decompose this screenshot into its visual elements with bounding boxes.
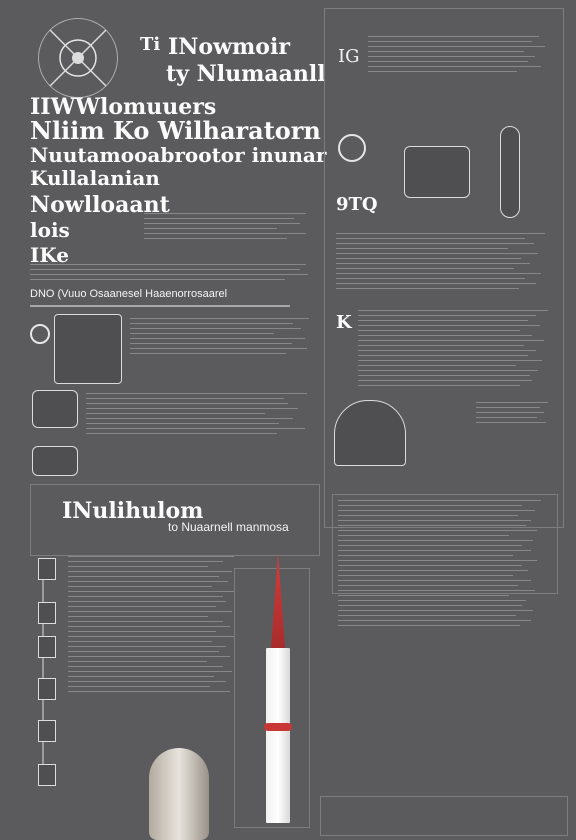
section-2-title: INulihulom: [62, 498, 204, 524]
heading-3: Nuutamooabrootor inunar: [30, 143, 327, 167]
intro-text-block: [144, 213, 314, 243]
heading-6: lois: [30, 218, 70, 242]
rocket-tower-illustration: [500, 126, 520, 218]
vertical-divider: [42, 568, 44, 778]
left-column: [14, 8, 327, 828]
heading-2: Nliim Ko Wilharatorn: [30, 116, 321, 145]
right-side-notes: [476, 402, 556, 427]
rocket-illustration: [264, 553, 292, 828]
heading-7: IKe: [30, 243, 70, 267]
block-a-text: [130, 318, 320, 358]
bottom-schematic-frame: [320, 796, 568, 836]
dome-illustration: [149, 748, 209, 840]
right-mid-text: [336, 233, 556, 293]
list-bullet-icon-5: [38, 720, 56, 742]
right-label-3: K: [336, 312, 352, 333]
title-small-3: ty Nlumaanll: [166, 61, 326, 87]
arch-machine-illustration: [334, 400, 406, 466]
engine-illustration: [404, 146, 470, 198]
heading-5: Nowlloaant: [30, 192, 170, 218]
title-small-1: Ti: [140, 34, 161, 55]
right-panel-text: [338, 500, 552, 630]
right-gauge-icon: [338, 134, 366, 162]
right-column: [324, 8, 564, 828]
block-b-text: [86, 393, 316, 438]
machine-illustration: [54, 314, 122, 384]
list-bullet-icon-6: [38, 764, 56, 786]
right-top-text: [368, 36, 554, 76]
gear-icon: [32, 390, 78, 428]
summary-text-block: [30, 264, 320, 284]
list-bullet-icon-4: [38, 678, 56, 700]
list-text-block: [68, 556, 248, 696]
caption-1: DNO (Vuuo Osaanesel Haaenorrosaarel: [30, 288, 228, 300]
section-badge-icon: [30, 324, 50, 344]
right-label-2: 9TQ: [336, 194, 378, 215]
heading-1: IIWWlomuuers: [30, 94, 217, 120]
title-small-2: INowmoir: [168, 34, 290, 60]
right-label-1: IG: [338, 46, 360, 67]
list-bullet-icon-1: [38, 558, 56, 580]
list-bullet-icon-3: [38, 636, 56, 658]
device-icon: [32, 446, 78, 476]
section-2-caption: to Nuaarnell manmosa: [168, 520, 289, 534]
compass-icon: [40, 20, 116, 96]
right-block-text: [358, 310, 556, 390]
list-bullet-icon-2: [38, 602, 56, 624]
caption-divider: [30, 305, 290, 307]
heading-4: Kullalanian: [30, 166, 160, 190]
